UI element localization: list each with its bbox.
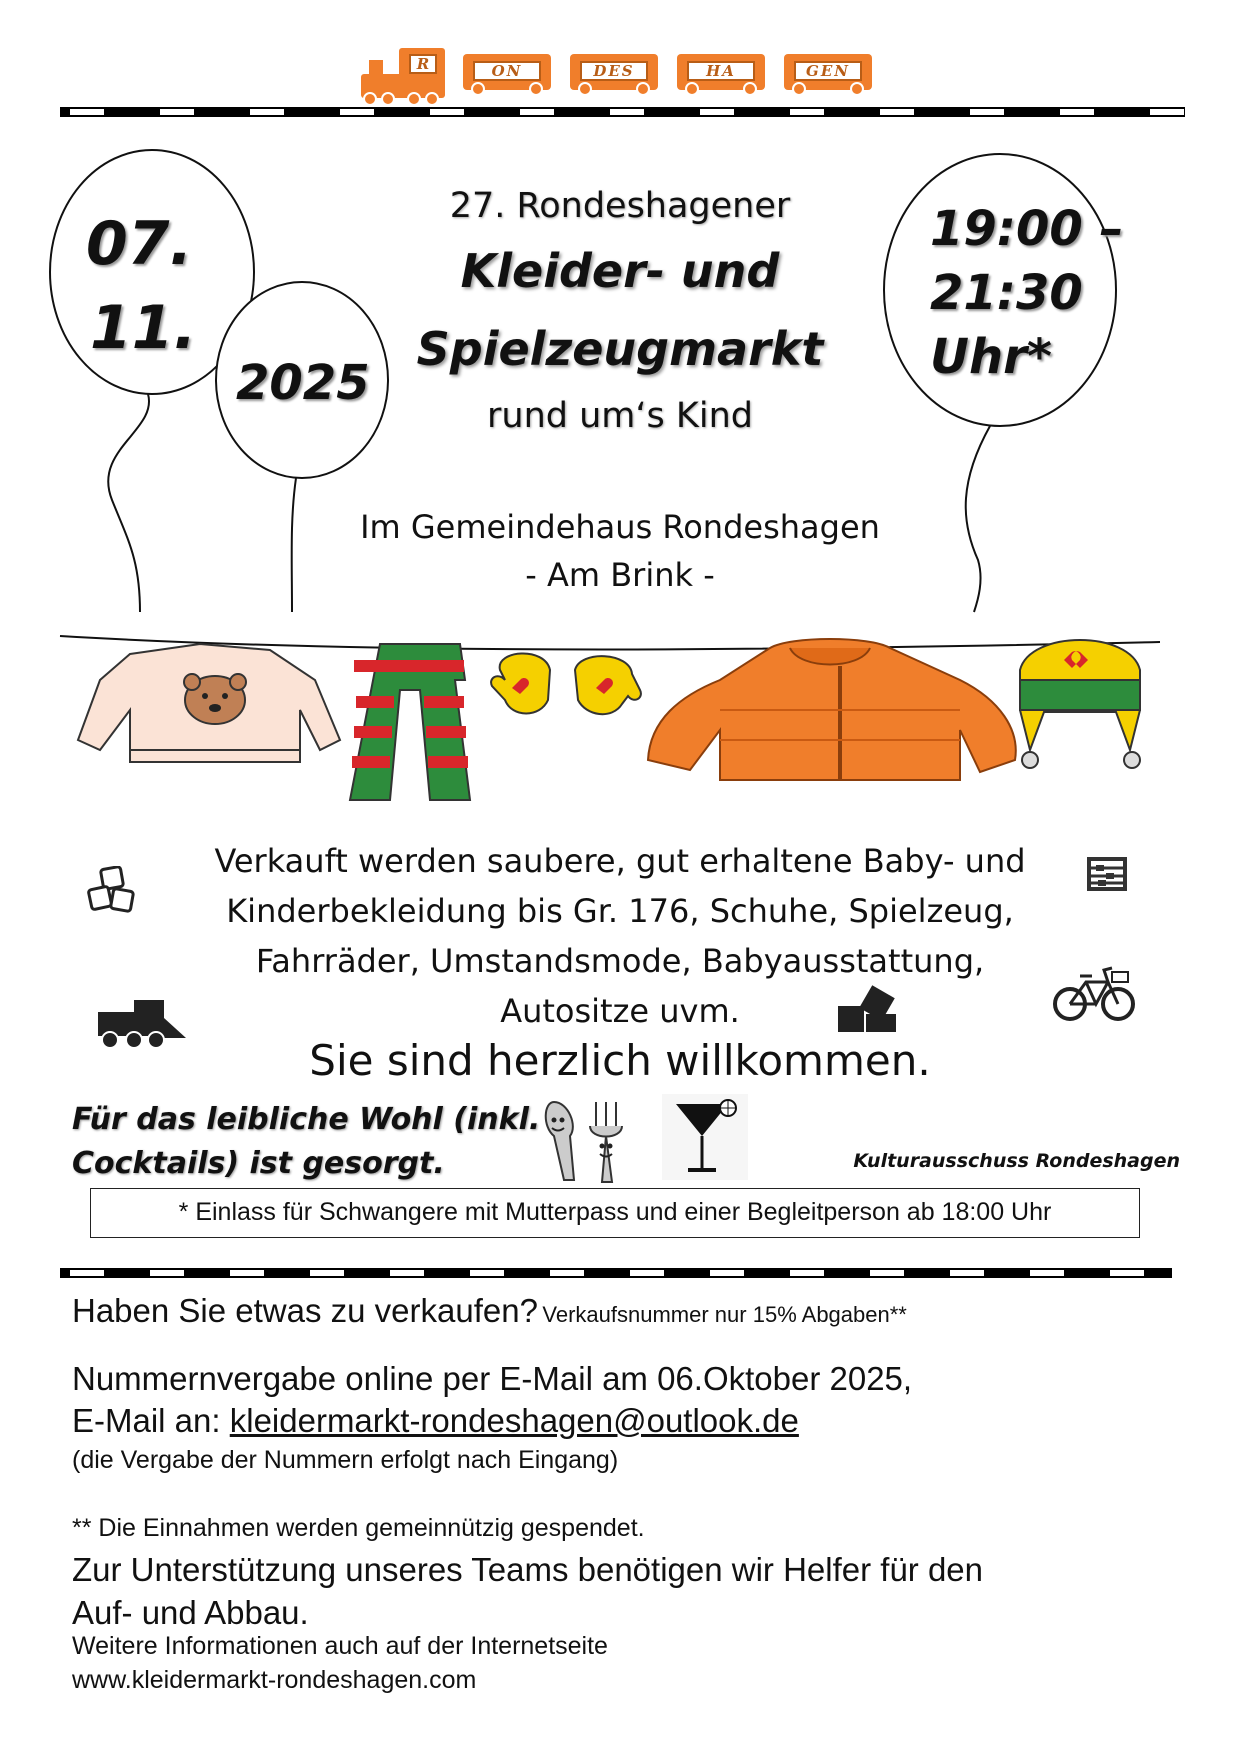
abc-blocks-icon — [86, 866, 142, 916]
admission-notice: * Einlass für Schwangere mit Mutterpass und einer Begleitperson ab 18:00 Uhr — [90, 1188, 1140, 1238]
title-line-2: Spielzeugmarkt — [416, 322, 824, 376]
jacket-icon — [648, 639, 1016, 780]
logo-car-label: HA — [687, 61, 755, 81]
edition-label: 27. Rondeshagener — [449, 186, 791, 226]
hat-icon — [1020, 640, 1140, 768]
logo-car-label: GEN — [794, 61, 862, 81]
time-balloon-string — [966, 426, 990, 612]
toy-truck-icon — [94, 998, 188, 1048]
seller-question: Haben Sie etwas zu verkaufen? — [72, 1292, 538, 1329]
cocktail-glass-icon — [662, 1094, 748, 1180]
clothesline-illustration — [0, 600, 1240, 820]
email-line — [72, 1402, 799, 1440]
date-balloon-string — [108, 394, 149, 612]
number-assignment: Nummernvergabe online per E-Mail am 06.Oktober 2025, — [72, 1360, 913, 1397]
description-line-2: Kinderbekleidung bis Gr. 176, Schuhe, Spielzeug, — [226, 892, 1014, 930]
mittens-icon — [491, 653, 641, 714]
bottom-rail-divider — [60, 1268, 1172, 1278]
website-link[interactable]: www.kleidermarkt-rondeshagen.com — [72, 1666, 477, 1694]
logo-car-label: DES — [580, 61, 648, 81]
time-end: 21:30 — [930, 265, 1083, 321]
subtitle: rund um‘s Kind — [487, 396, 753, 436]
date-day: 07. — [86, 209, 193, 279]
helpers-line-1: Zur Unterstützung unseres Teams benötigen wir Helfer für den — [72, 1551, 984, 1588]
venue-name: Im Gemeindehaus Rondeshagen — [360, 508, 880, 546]
sweater-icon — [78, 644, 340, 762]
seller-question-line — [72, 1292, 1172, 1330]
description-line-1: Verkauft werden saubere, gut erhaltene Baby- und — [214, 842, 1026, 880]
organizer-name: Kulturausschuss Rondeshagen — [853, 1150, 1180, 1172]
year-balloon-string — [292, 478, 296, 612]
email-link[interactable]: kleidermarkt-rondeshagen@outlook.de — [229, 1402, 799, 1439]
abacus-icon — [1086, 856, 1128, 892]
more-info: Weitere Informationen auch auf der Internetseite — [72, 1632, 608, 1660]
helpers-request — [72, 1548, 983, 1634]
seller-fee-note: Verkaufsnummer nur 15% Abgaben** — [542, 1302, 907, 1327]
helpers-line-2: Auf- und Abbau. — [72, 1594, 309, 1631]
title-line-1: Kleider- und — [460, 244, 780, 298]
assignment-note: (die Vergabe der Nummern erfolgt nach Eingang) — [72, 1446, 619, 1474]
time-start: 19:00 – — [930, 201, 1124, 257]
time-unit: Uhr* — [930, 329, 1052, 385]
date-year: 2025 — [236, 355, 370, 411]
logo-car-label: R — [409, 54, 437, 74]
donation-note: ** Die Einnahmen werden gemeinnützig gespendet. — [72, 1514, 645, 1542]
building-blocks-icon — [836, 984, 902, 1034]
cutlery-mascot-icon — [524, 1096, 634, 1186]
venue-street: - Am Brink - — [525, 556, 715, 594]
welcome-text: Sie sind herzlich willkommen. — [309, 1036, 931, 1085]
scarf-icon — [350, 644, 470, 800]
description — [170, 836, 1070, 1036]
date-month: 11. — [90, 293, 197, 363]
logo-car-label: ON — [473, 61, 541, 81]
catering-line-1: Für das leibliche Wohl (inkl. — [72, 1102, 541, 1137]
description-line-4: Autositze uvm. — [500, 992, 740, 1030]
catering-text — [72, 1098, 540, 1186]
bicycle-icon — [1052, 964, 1136, 1024]
catering-line-2: Cocktails) ist gesorgt. — [72, 1146, 445, 1181]
email-label: E-Mail an: — [72, 1402, 221, 1439]
description-line-3: Fahrräder, Umstandsmode, Babyausstattung, — [255, 942, 985, 980]
